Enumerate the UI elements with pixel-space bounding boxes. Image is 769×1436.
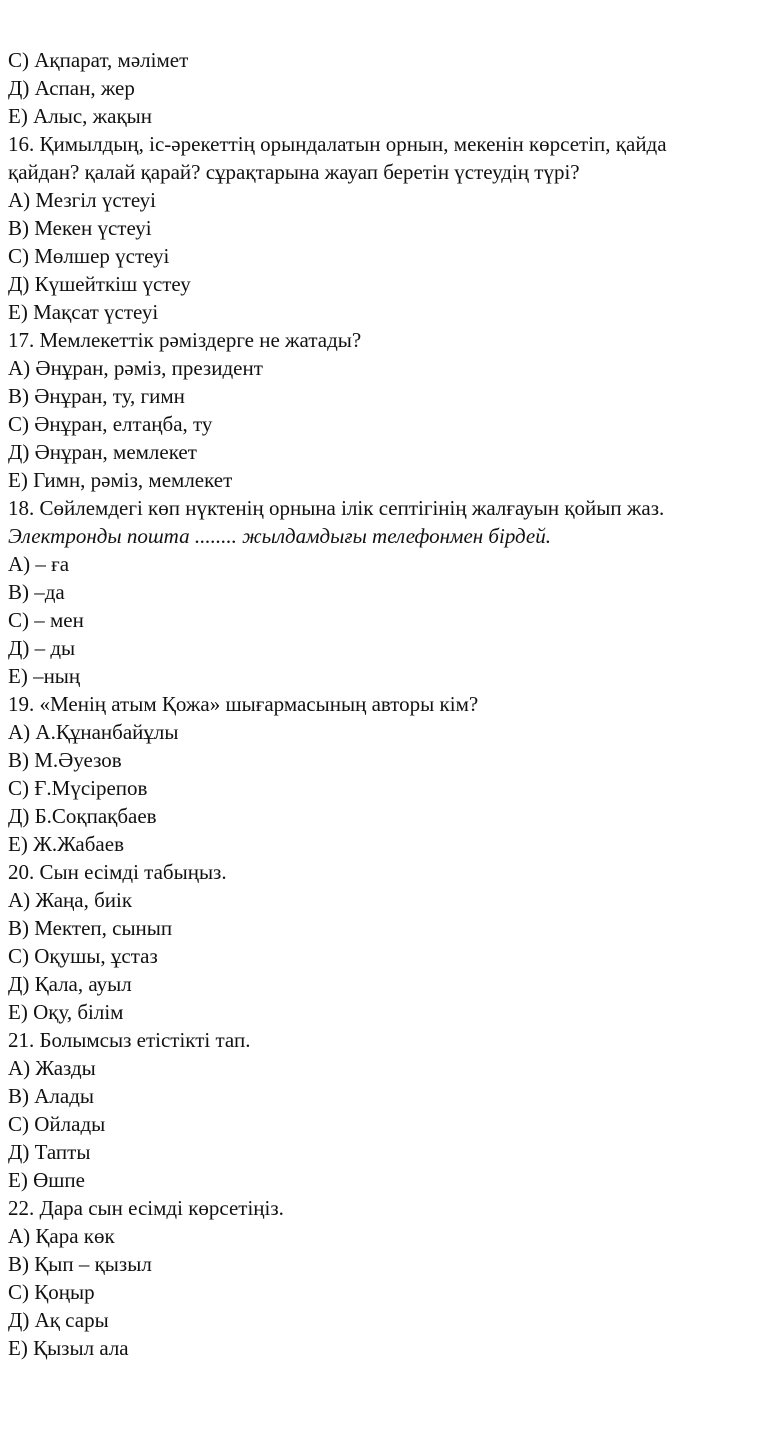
question-21 [8, 1026, 768, 1194]
intro-options [8, 46, 768, 130]
answer-option: В) Әнұран, ту, гимн [8, 384, 185, 408]
answer-option: Д) Тапты [8, 1140, 91, 1164]
answer-option: В) Алады [8, 1084, 95, 1108]
question-text: 19. «Менің атым Қожа» шығармасының авторы кім? [8, 692, 479, 716]
question-text: 18. Сөйлемдегі көп нүктенің орнына ілік септігінің жалғауын қойып жаз. [8, 496, 665, 520]
answer-option: С) Ғ.Мүсірепов [8, 776, 148, 800]
answer-option: Д) Күшейткіш үстеу [8, 272, 191, 296]
question-22 [8, 1194, 768, 1362]
answer-option: С) Ақпарат, мәлімет [8, 48, 189, 72]
answer-option: Д) Аспан, жер [8, 76, 135, 100]
question-text: қайдан? қалай қарай? сұрақтарына жауап беретін үстеудің түрі? [8, 160, 580, 184]
question-17 [8, 326, 768, 494]
answer-option: А) Мезгіл үстеуі [8, 188, 156, 212]
answer-option: В) Мекен үстеуі [8, 216, 152, 240]
answer-option: Е) Қызыл ала [8, 1336, 129, 1360]
question-text: 21. Болымсыз етістікті тап. [8, 1028, 251, 1052]
answer-option: Е) Алыс, жақын [8, 104, 153, 128]
question-text: 22. Дара сын есімді көрсетіңіз. [8, 1196, 284, 1220]
answer-option: В) Қып – қызыл [8, 1252, 152, 1276]
answer-option: С) Әнұран, елтаңба, ту [8, 412, 213, 436]
example-sentence: Электронды пошта ........ жылдамдығы телефонмен бірдей. [8, 524, 552, 548]
question-text: 17. Мемлекеттік рәміздерге не жатады? [8, 328, 362, 352]
answer-option: А) А.Құнанбайұлы [8, 720, 179, 744]
answer-option: Д) Әнұран, мемлекет [8, 440, 197, 464]
document-page [8, 46, 768, 1362]
answer-option: С) Мөлшер үстеуі [8, 244, 170, 268]
answer-option: Е) Гимн, рәміз, мемлекет [8, 468, 233, 492]
answer-option: Д) Б.Соқпақбаев [8, 804, 157, 828]
answer-option: А) Жаңа, биік [8, 888, 133, 912]
question-20 [8, 858, 768, 1026]
question-19 [8, 690, 768, 858]
question-18 [8, 494, 768, 690]
answer-option: С) Қоңыр [8, 1280, 95, 1304]
answer-option: В) –да [8, 580, 65, 604]
answer-option: С) Оқушы, ұстаз [8, 944, 158, 968]
answer-option: А) Қара көк [8, 1224, 115, 1248]
answer-option: Е) Ж.Жабаев [8, 832, 124, 856]
answer-option: Е) –ның [8, 664, 81, 688]
answer-option: Д) – ды [8, 636, 76, 660]
question-text: 20. Сын есімді табыңыз. [8, 860, 227, 884]
answer-option: С) – мен [8, 608, 84, 632]
answer-option: С) Ойлады [8, 1112, 106, 1136]
answer-option: Е) Өшпе [8, 1168, 85, 1192]
answer-option: Е) Мақсат үстеуі [8, 300, 159, 324]
answer-option: Д) Қала, ауыл [8, 972, 132, 996]
answer-option: В) М.Әуезов [8, 748, 122, 772]
answer-option: Д) Ақ сары [8, 1308, 109, 1332]
question-16 [8, 130, 768, 326]
answer-option: А) Әнұран, рәміз, президент [8, 356, 263, 380]
answer-option: Е) Оқу, білім [8, 1000, 124, 1024]
answer-option: А) – ға [8, 552, 70, 576]
answer-option: А) Жазды [8, 1056, 96, 1080]
question-text: 16. Қимылдың, іс-әрекеттің орындалатын орнын, мекенін көрсетіп, қайда [8, 132, 667, 156]
answer-option: В) Мектеп, сынып [8, 916, 173, 940]
